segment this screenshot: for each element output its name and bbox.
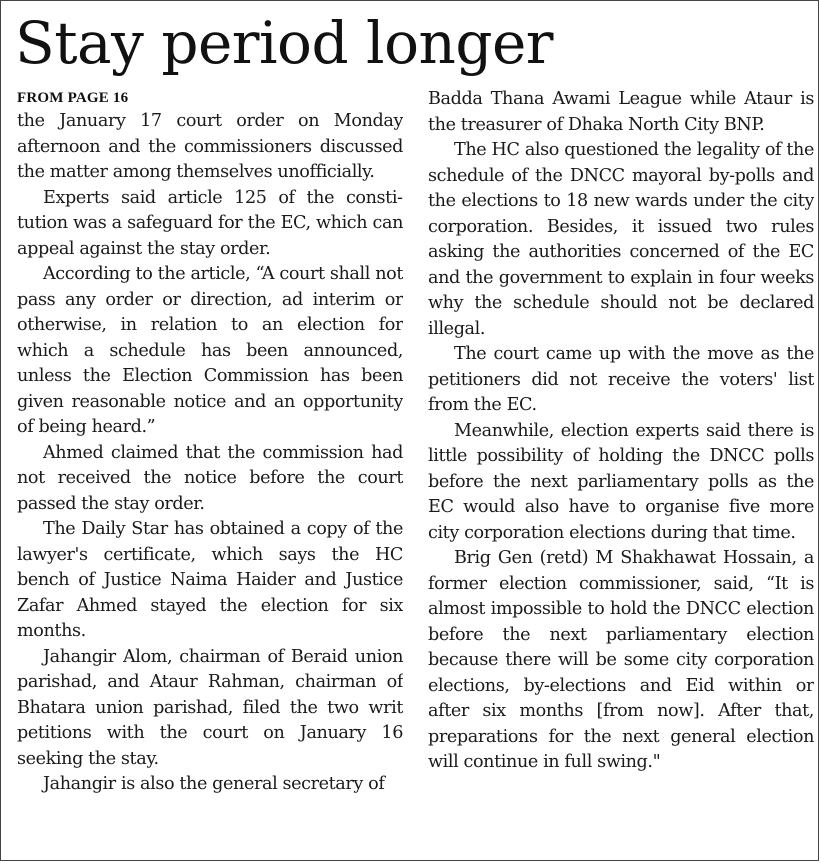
paragraph: Jahangir is also the general secretary of <box>43 774 385 794</box>
paragraph: The HC also questioned the legality of the schedule of the DNCC mayoral by-polls and the elections to 18 new wards under the city corporation. Besides, it issued two rules asking the authorities concerned of the EC and the government to explain in four weeks why the schedule should not be declared illegal. <box>428 140 814 339</box>
article-column-left <box>17 87 403 857</box>
paragraph: Meanwhile, election experts said there is little possibility of holding the DNCC polls before the next parliamentary polls as the EC would also have to organise five more city corporation elections during that time. <box>428 420 814 543</box>
paragraph: Ahmed claimed that the commission had not received the notice before the court passed the stay order. <box>17 442 403 514</box>
paragraph: According to the article, “A court shall not pass any order or direction, ad interim or otherwise, in relation to an election for which a schedule has been announced, unless the Election Commission has been given reasonable notice and an opportunity of being heard.” <box>17 264 403 437</box>
paragraph: the January 17 court order on Monday afternoon and the commissioners discussed the matter among themselves unofficially. <box>17 111 403 182</box>
article-column-right <box>428 87 814 857</box>
paragraph: Jahangir Alom, chairman of Beraid union parishad, and Ataur Rahman, chairman of Bhatara union parishad, filed the two writ petitions with the court on January 16 seeking the stay. <box>17 646 403 769</box>
paragraph: The Daily Star has obtained a copy of the lawyer's certificate, which says the HC bench of Justice Naima Haider and Justice Zafar Ahmed stayed the election for six months. <box>17 519 403 641</box>
paragraph: The court came up with the move as the petitioners did not receive the voters' list from the EC. <box>428 344 814 415</box>
headline: Stay period longer <box>15 9 554 77</box>
paragraph: Experts said article 125 of the constitution was a safeguard for the EC, which can appeal against the stay order. <box>17 187 403 259</box>
paragraph: Badda Thana Awami League while Ataur is the treasurer of Dhaka North City BNP. <box>428 89 814 135</box>
kicker-from-page: FROM PAGE 16 <box>17 90 129 106</box>
paragraph: Brig Gen (retd) M Shakhawat Hossain, a former election commissioner, said, “It is almost impossible to hold the DNCC election before the next parliamentary election because there will be some city corporation elections, by-elections and Eid within or after six months [from now]. After that, preparations for the next general election will continue in full swing." <box>428 548 814 772</box>
